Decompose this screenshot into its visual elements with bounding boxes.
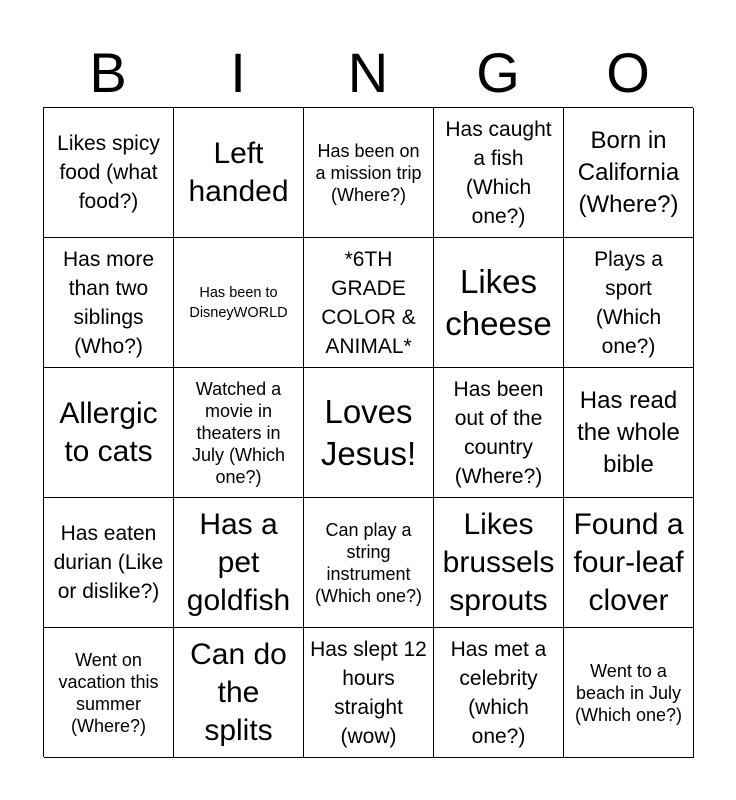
bingo-cell-r0-c2[interactable] xyxy=(304,108,434,238)
cell-text: *6TH GRADE COLOR & ANIMAL* xyxy=(321,247,416,358)
bingo-cell-r2-c1[interactable] xyxy=(174,368,304,498)
bingo-header xyxy=(43,40,693,106)
bingo-board xyxy=(43,107,693,757)
cell-text: Plays a sport (Which one?) xyxy=(594,247,663,358)
bingo-cell-r2-c2[interactable] xyxy=(304,368,434,498)
bingo-cell-r3-c3[interactable] xyxy=(434,498,564,628)
cell-text: Likes spicy food (what food?) xyxy=(57,132,160,213)
bingo-cell-r4-c3[interactable] xyxy=(434,628,564,758)
bingo-cell-r4-c1[interactable] xyxy=(174,628,304,758)
cell-text: Went on vacation this summer (Where?) xyxy=(58,649,159,736)
header-letter-b: B xyxy=(89,41,127,104)
cell-text: Has been on a mission trip (Where?) xyxy=(315,140,422,205)
cell-text: Likes brussels sprouts xyxy=(442,507,555,617)
cell-text: Left handed xyxy=(188,136,289,208)
bingo-cell-r2-c4[interactable] xyxy=(564,368,694,498)
cell-text: Went to a beach in July (Which one?) xyxy=(574,660,683,725)
bingo-cell-r4-c2[interactable] xyxy=(304,628,434,758)
cell-text: Has caught a fish (Which one?) xyxy=(445,117,552,228)
cell-text: Has more than two siblings (Who?) xyxy=(62,247,155,358)
cell-text: Has a pet goldfish xyxy=(186,507,291,617)
bingo-cell-r1-c1[interactable] xyxy=(174,238,304,368)
bingo-cell-r4-c4[interactable] xyxy=(564,628,694,758)
cell-text: Has met a celebrity (which one?) xyxy=(450,637,547,748)
cell-text: Born in California (Where?) xyxy=(577,126,680,218)
bingo-cell-r0-c3[interactable] xyxy=(434,108,564,238)
bingo-cell-r1-c4[interactable] xyxy=(564,238,694,368)
cell-text: Has slept 12 hours straight (wow) xyxy=(310,637,427,748)
cell-text: Has been to DisneyWORLD xyxy=(189,284,288,321)
cell-text: Found a four-leaf clover xyxy=(573,507,684,617)
bingo-cell-r3-c0[interactable] xyxy=(44,498,174,628)
cell-text: Allergic to cats xyxy=(59,396,158,468)
bingo-cell-r2-c0[interactable] xyxy=(44,368,174,498)
header-letter-g: G xyxy=(476,41,520,104)
bingo-cell-r1-c0[interactable] xyxy=(44,238,174,368)
bingo-cell-r3-c4[interactable] xyxy=(564,498,694,628)
cell-text: Has read the whole bible xyxy=(577,386,680,478)
bingo-cell-r3-c2[interactable] xyxy=(304,498,434,628)
cell-text: Has eaten durian (Like or dislike?) xyxy=(53,522,164,603)
cell-text: Likes cheese xyxy=(445,262,552,342)
bingo-cell-r3-c1[interactable] xyxy=(174,498,304,628)
header-letter-i: I xyxy=(230,41,246,104)
bingo-cell-r0-c1[interactable] xyxy=(174,108,304,238)
bingo-cell-r1-c2[interactable] xyxy=(304,238,434,368)
bingo-cell-r2-c3[interactable] xyxy=(434,368,564,498)
cell-text: Loves Jesus! xyxy=(320,392,417,472)
cell-text: Can do the splits xyxy=(190,637,287,747)
cell-text: Has been out of the country (Where?) xyxy=(453,377,544,488)
header-letter-o: O xyxy=(606,41,650,104)
cell-text: Can play a string instrument (Which one?) xyxy=(314,519,423,606)
bingo-cell-r4-c0[interactable] xyxy=(44,628,174,758)
bingo-cell-r0-c4[interactable] xyxy=(564,108,694,238)
bingo-cell-r0-c0[interactable] xyxy=(44,108,174,238)
header-letter-n: N xyxy=(347,41,389,104)
bingo-cell-r1-c3[interactable] xyxy=(434,238,564,368)
cell-text: Watched a movie in theaters in July (Which one?) xyxy=(191,378,285,487)
